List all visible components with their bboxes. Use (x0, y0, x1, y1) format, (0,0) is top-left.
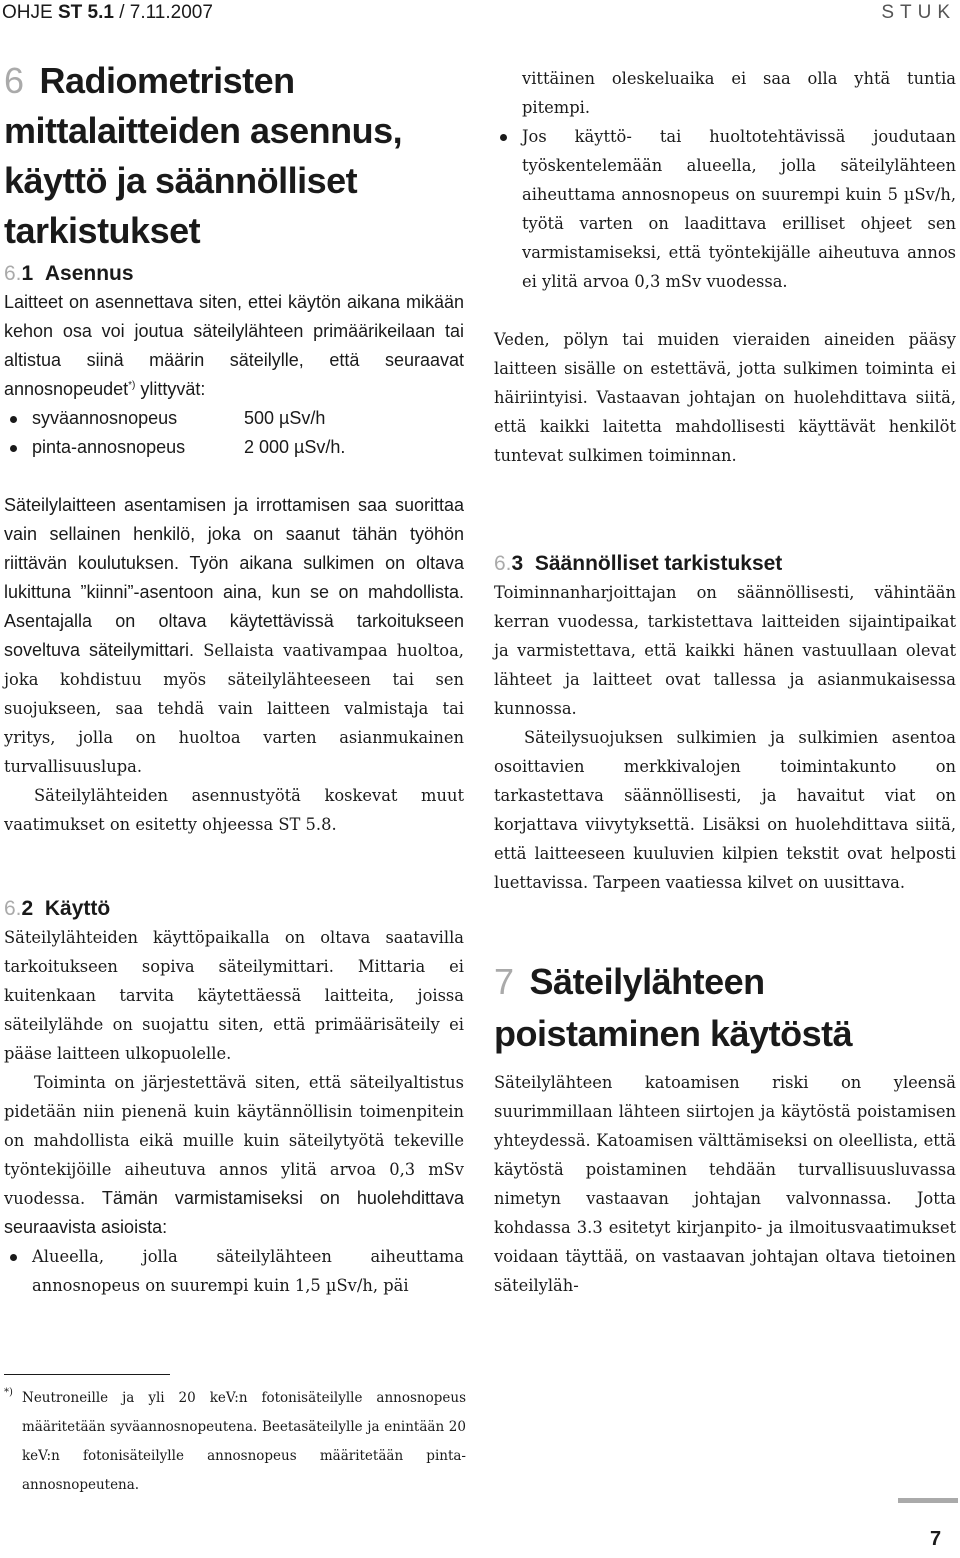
list-item: Jos käyttö- tai huoltotehtävissä joudutaan työskentelemään alueella, jolla säteilylähteen aiheuttama annosnopeus on suurempi kuin 5 µSv/h, työtä varten on laadittava erilliset ohjeet sen varmistamiseksi, että työntekijälle aiheutuva annos ei ylitä arvoa 0,3 mSv vuodessa. (494, 122, 956, 296)
paragraph: Säteilylähteiden asennustyötä koskevat muut vaatimukset on esitetty ohjeessa ST 5.8. (4, 786, 464, 834)
dose-rate-list (4, 404, 464, 462)
section-7-heading (494, 956, 956, 1060)
footnote-mark: *) (4, 1387, 13, 1398)
footnote-divider (4, 1374, 170, 1375)
subsection-title: Käyttö (44, 897, 111, 920)
subsection-heading: 6.2 Käyttö (4, 897, 111, 920)
doc-prefix: OHJE (2, 2, 58, 23)
doc-date: / 7.11.2007 (113, 2, 213, 23)
footnote-text: Neutroneille ja yli 20 keV:n fotonisäteilylle annosnopeus määritetään syväannosnopeutena. Beetasäteilylle ja enintään 20 keV:n fotonisäteilylle annosnopeus määritetään pinta-annosnopeutena. (22, 1390, 466, 1493)
paragraph: Laitteet on asennettava siten, ettei käytön aikana mikään kehon osa voi joutua säteilylähteen primäärikeilaan tai altistua siinä määrin säteilylle, että seuraavat annosnopeudet*) ylittyvät: (4, 292, 464, 399)
subsection-title: Säännölliset tarkistukset (534, 552, 783, 575)
paragraph: Säteilylähteiden käyttöpaikalla on oltava saatavilla tarkoitukseen sopiva säteilymittari. Mittaria ei kuitenkaan tarvita käytettäessä laitteita, joissa säteilylähde on suojattu siten, että primäärisäteily ei pääse laitteen ulkopuolelle. (4, 928, 464, 1063)
section-6-heading (4, 56, 434, 256)
paragraph: Veden, pölyn tai muiden vieraiden aineiden pääsy laitteen sisälle on estettävä, jotta sulkimen toiminta ei häiriintyisi. Vastaavan johtajan on huolehdittava siitä, että kaikki laitetta mahdollisesti käyttävät henkilöt tuntevat sulkimen toiminnan. (494, 330, 956, 465)
section-number: 7 (494, 961, 514, 1002)
subsection-heading: 6.3 Säännölliset tarkistukset (494, 552, 783, 575)
section-6-3 (494, 550, 956, 897)
paragraph: Toiminta on järjestettävä siten, että säteilyaltistus pidetään niin pienenä kuin käytännöllisin toimenpitein on mahdollista eikä muille kuin säteilytyötä tekeville työntekijöille aiheutuva annos ylitä arvoa 0,3 mSv vuodessa. Tämän varmistamiseksi on huolehdittava seuraavista asioista: (4, 1073, 464, 1237)
list-item: Alueella, jolla säteilylähteen aiheuttama annosnopeus on suurempi kuin 1,5 µSv/h, päi (4, 1242, 464, 1300)
footnote-ref: *) (128, 380, 136, 391)
list-item: pinta-annosnopeus 2 000 µSv/h. (4, 433, 464, 462)
page-header (0, 0, 960, 28)
subsection-title: Asennus (44, 262, 134, 285)
document-reference (2, 2, 213, 24)
paragraph: Säteilylähteen katoamisen riski on yleensä suurimmillaan lähteen siirtojen ja käytöstä poistamisen yhteydessä. Katoamisen välttämiseksi on oleellista, että käytöstä poistaminen tehdään turvallisuusluvassa nimetyn vastaavan johtajan valvonnassa. Jotta kohdassa 3.3 esitetyt kirjanpito- ja ilmoitusvaatimukset voidaan täyttää, on vastaavan johtajan oltava tietoinen säteilyläh- (494, 1073, 956, 1295)
list-item: syväannosnopeus 500 µSv/h (4, 404, 464, 433)
section-title: Säteilylähteen poistaminen käytöstä (494, 961, 853, 1054)
paragraph: Säteilylaitteen asentamisen ja irrottamisen saa suorittaa vain sellainen henkilö, joka on saanut tähän työhön riittävän koulutuksen. Työn aikana sulkimen on oltava lukittuna ”kiinni”-asentoon aina, kun se on mahdollista. Asentajalla on oltava käytettävissä tarkoitukseen soveltuva säteilymittari. Sellaista vaativampaa huoltoa, joka kohdistuu myös säteilylähteeseen tai sen suojukseen, saa tehdä vain laitteen valmistaja tai yritys, jolla on huoltoa varten asianmukainen turvallisuuslupa. (4, 495, 464, 776)
section-6-2 (4, 895, 464, 1300)
list-item-continuation: vittäinen oleskeluaika ei saa olla yhtä tuntia pitempi. (522, 69, 956, 117)
paragraph: Säteilysuojuksen sulkimien ja sulkimien asentoa osoittavien merkkivalojen toimintakunto on tarkastettava säännöllisesti, ja havaitut viat on korjattava viivytyksettä. Lisäksi on huolehdittava siitä, että laitteeseen kuuluvien kilpien tekstit ovat helposti luettavissa. Tarpeen vaatiessa kilvet on uusittava. (494, 728, 956, 892)
footnote (4, 1384, 466, 1500)
doc-code: ST 5.1 (57, 2, 114, 23)
section-6-2-continued (494, 64, 956, 470)
bullet-list (494, 122, 956, 296)
section-number: 6 (4, 60, 24, 101)
bullet-list (4, 1242, 464, 1300)
section-6-1 (4, 260, 464, 839)
subsection-heading: 6.1 Asennus (4, 262, 134, 285)
paragraph: Toiminnanharjoittajan on säännöllisesti, vähintään kerran vuodessa, tarkistettava laitteiden sijaintipaikat ja varmistettava, että kaikki hänen vastuullaan olevat lähteet ja laitteet ovat tallessa ja asianmukaisessa kunnossa. (494, 583, 956, 718)
organization-name: STUK (881, 2, 956, 23)
section-7-body (494, 1068, 956, 1300)
page-number-rule (898, 1498, 958, 1503)
page-number: 7 (930, 1528, 942, 1550)
section-title: Radiometristen mittalaitteiden asennus, käyttö ja säännölliset tarkistukset (4, 60, 403, 251)
